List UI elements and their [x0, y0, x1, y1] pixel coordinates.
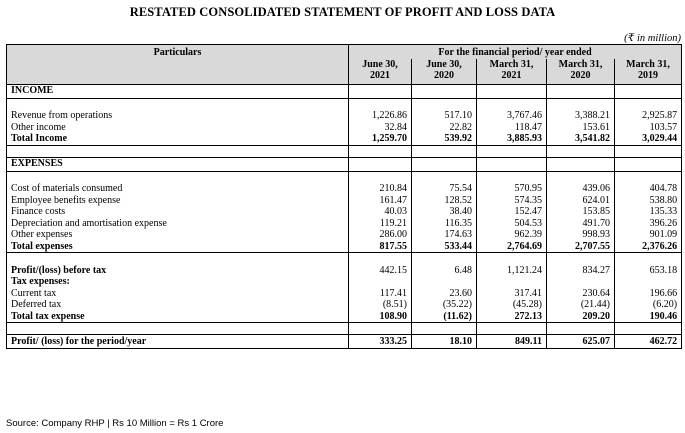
empty-cell — [477, 276, 547, 288]
empty-cell — [7, 145, 349, 157]
row-label: Other income — [7, 122, 349, 134]
row-value: 3,767.46 — [477, 110, 547, 122]
table-row — [7, 195, 682, 207]
row-label: Depreciation and amortisation expense — [7, 218, 349, 230]
empty-cell — [412, 157, 477, 171]
empty-cell — [7, 323, 349, 335]
empty-cell — [547, 84, 615, 98]
row-value: 504.53 — [477, 218, 547, 230]
row-value: 190.46 — [615, 311, 682, 323]
row-value: 32.84 — [349, 122, 412, 134]
row-value: 574.35 — [477, 195, 547, 207]
row-value: 901.09 — [615, 229, 682, 241]
spacer-row — [7, 171, 682, 183]
empty-cell — [615, 157, 682, 171]
empty-cell — [412, 145, 477, 157]
row-value: 2,764.69 — [477, 241, 547, 253]
row-value: 103.57 — [615, 122, 682, 134]
column-header: June 30, 2021 — [349, 59, 412, 85]
row-value: 2,925.87 — [615, 110, 682, 122]
empty-cell — [477, 84, 547, 98]
empty-cell — [7, 171, 349, 183]
row-value: 462.72 — [615, 335, 682, 349]
table-row — [7, 241, 682, 253]
table-row — [7, 229, 682, 241]
empty-cell — [615, 253, 682, 265]
row-label: Total expenses — [7, 241, 349, 253]
empty-cell — [615, 98, 682, 110]
empty-cell — [349, 276, 412, 288]
row-value: 3,541.82 — [547, 133, 615, 145]
row-value: 161.47 — [349, 195, 412, 207]
table-row — [7, 133, 682, 145]
empty-cell — [547, 171, 615, 183]
row-value: 18.10 — [412, 335, 477, 349]
section-heading: INCOME — [7, 84, 349, 98]
income-heading-row — [7, 84, 682, 98]
profit-row — [7, 335, 682, 349]
source-note: Source: Company RHP | Rs 10 Million = Rs 1 Crore — [6, 418, 224, 429]
row-value: 849.11 — [477, 335, 547, 349]
table-row — [7, 122, 682, 134]
row-value: 404.78 — [615, 183, 682, 195]
empty-cell — [615, 145, 682, 157]
empty-cell — [349, 323, 412, 335]
column-header: March 31, 2021 — [477, 59, 547, 85]
table-row — [7, 110, 682, 122]
row-label: Total Income — [7, 133, 349, 145]
empty-cell — [349, 157, 412, 171]
row-value: 333.25 — [349, 335, 412, 349]
row-value: 517.10 — [412, 110, 477, 122]
table-row — [7, 218, 682, 230]
empty-cell — [615, 171, 682, 183]
row-value: 153.61 — [547, 122, 615, 134]
empty-cell — [477, 145, 547, 157]
row-value: 539.92 — [412, 133, 477, 145]
row-value: 75.54 — [412, 183, 477, 195]
row-value: 3,885.93 — [477, 133, 547, 145]
row-value: 1,259.70 — [349, 133, 412, 145]
row-label: Profit/(loss) before tax — [7, 265, 349, 277]
empty-cell — [477, 157, 547, 171]
empty-cell — [349, 84, 412, 98]
empty-cell — [547, 98, 615, 110]
row-value: (45.28) — [477, 299, 547, 311]
row-value: 135.33 — [615, 206, 682, 218]
empty-cell — [547, 157, 615, 171]
row-value: 117.41 — [349, 288, 412, 300]
row-label: Cost of materials consumed — [7, 183, 349, 195]
row-label: Deferred tax — [7, 299, 349, 311]
row-value: 128.52 — [412, 195, 477, 207]
row-value: 962.39 — [477, 229, 547, 241]
table-row — [7, 299, 682, 311]
row-value: 118.47 — [477, 122, 547, 134]
row-value: 491.70 — [547, 218, 615, 230]
row-value: 533.44 — [412, 241, 477, 253]
row-value: 570.95 — [477, 183, 547, 195]
row-value: (21.44) — [547, 299, 615, 311]
particulars-header: Particulars — [7, 45, 349, 85]
row-label: Current tax — [7, 288, 349, 300]
row-value: 6.48 — [412, 265, 477, 277]
row-value: 998.93 — [547, 229, 615, 241]
empty-cell — [547, 253, 615, 265]
empty-cell — [412, 84, 477, 98]
row-value: 653.18 — [615, 265, 682, 277]
column-header: June 30, 2020 — [412, 59, 477, 85]
header-row — [7, 45, 682, 59]
period-group-header: For the financial period/ year ended — [349, 45, 682, 59]
empty-cell — [477, 253, 547, 265]
section-heading: EXPENSES — [7, 157, 349, 171]
empty-cell — [477, 171, 547, 183]
row-value: 174.63 — [412, 229, 477, 241]
row-label: Profit/ (loss) for the period/year — [7, 335, 349, 349]
row-value: (6.20) — [615, 299, 682, 311]
row-value: 834.27 — [547, 265, 615, 277]
row-value: 442.15 — [349, 265, 412, 277]
row-value: 153.85 — [547, 206, 615, 218]
spacer-row — [7, 253, 682, 265]
unit-note: (₹ in million) — [624, 33, 681, 44]
empty-cell — [547, 323, 615, 335]
row-value: 22.82 — [412, 122, 477, 134]
row-value: 286.00 — [349, 229, 412, 241]
row-value: (11.62) — [412, 311, 477, 323]
row-value: 152.47 — [477, 206, 547, 218]
row-value: 23.60 — [412, 288, 477, 300]
empty-cell — [412, 98, 477, 110]
row-value: 317.41 — [477, 288, 547, 300]
empty-cell — [349, 98, 412, 110]
row-value: 196.66 — [615, 288, 682, 300]
spacer-row — [7, 98, 682, 110]
row-label: Revenue from operations — [7, 110, 349, 122]
row-value: 38.40 — [412, 206, 477, 218]
table-row — [7, 288, 682, 300]
empty-cell — [615, 323, 682, 335]
row-value: 625.07 — [547, 335, 615, 349]
spacer-row — [7, 323, 682, 335]
section-heading: Tax expenses: — [7, 276, 349, 288]
empty-cell — [547, 145, 615, 157]
statement-title: RESTATED CONSOLIDATED STATEMENT OF PROFIT AND LOSS DATA — [129, 5, 556, 19]
row-label: Employee benefits expense — [7, 195, 349, 207]
row-value: 624.01 — [547, 195, 615, 207]
row-value: 209.20 — [547, 311, 615, 323]
empty-cell — [349, 253, 412, 265]
empty-cell — [7, 98, 349, 110]
spacer-row — [7, 145, 682, 157]
empty-cell — [615, 276, 682, 288]
row-value: 3,388.21 — [547, 110, 615, 122]
row-value: 2,707.55 — [547, 241, 615, 253]
empty-cell — [349, 171, 412, 183]
row-value: 230.64 — [547, 288, 615, 300]
row-label: Other expenses — [7, 229, 349, 241]
empty-cell — [349, 145, 412, 157]
pbt-row — [7, 265, 682, 277]
row-label: Finance costs — [7, 206, 349, 218]
column-header: March 31, 2019 — [615, 59, 682, 85]
empty-cell — [412, 253, 477, 265]
tax-heading-row — [7, 276, 682, 288]
empty-cell — [412, 323, 477, 335]
empty-cell — [412, 171, 477, 183]
row-value: 210.84 — [349, 183, 412, 195]
expenses-heading-row — [7, 157, 682, 171]
table-row — [7, 311, 682, 323]
row-value: 396.26 — [615, 218, 682, 230]
row-value: 1,121.24 — [477, 265, 547, 277]
empty-cell — [412, 276, 477, 288]
row-value: 108.90 — [349, 311, 412, 323]
row-label: Total tax expense — [7, 311, 349, 323]
empty-cell — [547, 276, 615, 288]
row-value: 439.06 — [547, 183, 615, 195]
row-value: 1,226.86 — [349, 110, 412, 122]
empty-cell — [477, 323, 547, 335]
row-value: (8.51) — [349, 299, 412, 311]
table-row — [7, 183, 682, 195]
row-value: 119.21 — [349, 218, 412, 230]
empty-cell — [477, 98, 547, 110]
row-value: 272.13 — [477, 311, 547, 323]
empty-cell — [615, 84, 682, 98]
row-value: 2,376.26 — [615, 241, 682, 253]
row-value: 40.03 — [349, 206, 412, 218]
row-value: 538.80 — [615, 195, 682, 207]
row-value: 3,029.44 — [615, 133, 682, 145]
column-header: March 31, 2020 — [547, 59, 615, 85]
row-value: (35.22) — [412, 299, 477, 311]
row-value: 116.35 — [412, 218, 477, 230]
profit-loss-table — [6, 44, 682, 349]
empty-cell — [7, 253, 349, 265]
row-value: 817.55 — [349, 241, 412, 253]
table-row — [7, 206, 682, 218]
